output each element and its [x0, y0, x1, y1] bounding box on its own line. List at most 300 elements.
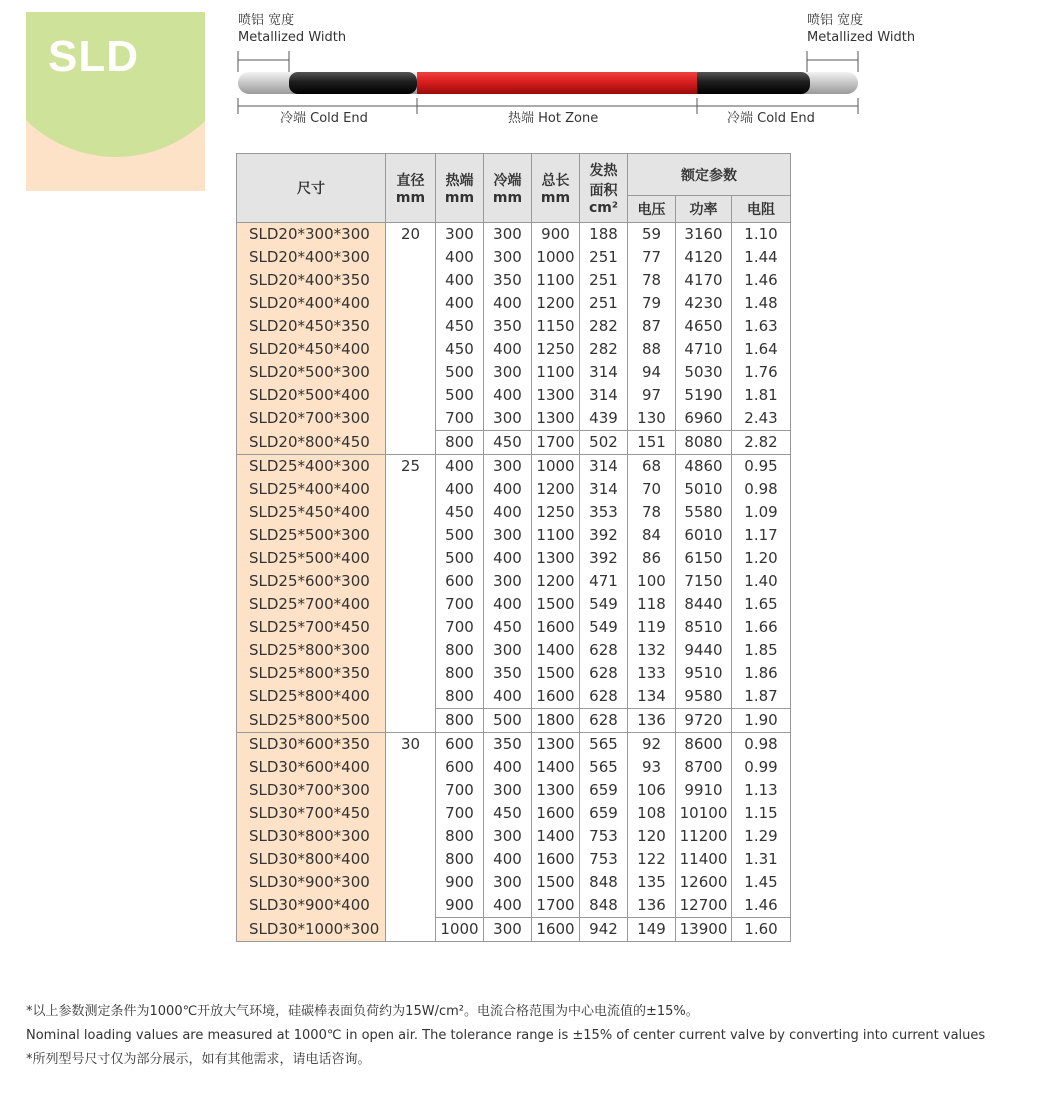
hot-length-cell: 400: [436, 246, 484, 269]
power-cell: 11400: [676, 848, 732, 871]
header-hot: 热端 mm: [436, 154, 484, 223]
total-length-cell: 1600: [532, 802, 580, 825]
total-length-cell: 900: [532, 223, 580, 247]
total-length-cell: 1500: [532, 662, 580, 685]
note-en: Nominal loading values are measured at 1000℃ in open air. The tolerance range is ±15% of center current valve by converting into current values: [26, 1028, 986, 1043]
hot-length-cell: 400: [436, 478, 484, 501]
power-cell: 4120: [676, 246, 732, 269]
resistance-cell: 1.85: [732, 639, 791, 662]
total-length-cell: 1800: [532, 709, 580, 733]
total-length-cell: 1150: [532, 315, 580, 338]
voltage-cell: 78: [628, 269, 676, 292]
power-cell: 4710: [676, 338, 732, 361]
resistance-cell: 1.13: [732, 779, 791, 802]
area-cell: 628: [580, 639, 628, 662]
hot-length-cell: 800: [436, 639, 484, 662]
cold-length-cell: 400: [484, 384, 532, 407]
total-length-cell: 1600: [532, 685, 580, 709]
resistance-cell: 1.31: [732, 848, 791, 871]
total-length-cell: 1300: [532, 779, 580, 802]
total-length-cell: 1500: [532, 871, 580, 894]
voltage-cell: 84: [628, 524, 676, 547]
cold-length-cell: 400: [484, 685, 532, 709]
size-cell: SLD30*1000*300: [237, 918, 386, 942]
area-cell: 628: [580, 709, 628, 733]
cold-length-cell: 300: [484, 246, 532, 269]
table-row: [237, 894, 791, 918]
total-length-cell: 1300: [532, 384, 580, 407]
diameter-cell: 20: [386, 223, 436, 455]
table-row: [237, 431, 791, 455]
header-cold: 冷端 mm: [484, 154, 532, 223]
size-cell: SLD20*800*450: [237, 431, 386, 455]
resistance-cell: 2.43: [732, 407, 791, 431]
area-cell: 549: [580, 593, 628, 616]
hot-zone-label: 热端 Hot Zone: [508, 111, 599, 126]
hot-length-cell: 450: [436, 315, 484, 338]
rod-hot-zone: [417, 72, 697, 94]
resistance-cell: 0.99: [732, 756, 791, 779]
resistance-cell: 1.63: [732, 315, 791, 338]
total-length-cell: 1250: [532, 338, 580, 361]
area-cell: 439: [580, 407, 628, 431]
size-cell: SLD20*300*300: [237, 223, 386, 247]
cold-length-cell: 300: [484, 223, 532, 247]
power-cell: 8700: [676, 756, 732, 779]
area-cell: 753: [580, 825, 628, 848]
table-row: [237, 918, 791, 942]
hot-length-cell: 450: [436, 338, 484, 361]
area-cell: 251: [580, 292, 628, 315]
voltage-cell: 97: [628, 384, 676, 407]
cold-length-cell: 300: [484, 455, 532, 479]
logo-text: SLD: [48, 32, 139, 81]
power-cell: 11200: [676, 825, 732, 848]
hot-length-cell: 700: [436, 802, 484, 825]
total-length-cell: 1250: [532, 501, 580, 524]
resistance-cell: 1.40: [732, 570, 791, 593]
area-cell: 753: [580, 848, 628, 871]
total-length-cell: 1300: [532, 407, 580, 431]
area-cell: 628: [580, 662, 628, 685]
area-cell: 353: [580, 501, 628, 524]
total-length-cell: 1100: [532, 269, 580, 292]
cold-length-cell: 350: [484, 662, 532, 685]
cold-length-cell: 300: [484, 361, 532, 384]
resistance-cell: 1.76: [732, 361, 791, 384]
cold-length-cell: 400: [484, 848, 532, 871]
power-cell: 6960: [676, 407, 732, 431]
header-voltage: 电压: [628, 196, 676, 223]
voltage-cell: 86: [628, 547, 676, 570]
table-row: [237, 756, 791, 779]
size-cell: SLD20*500*400: [237, 384, 386, 407]
table-row: [237, 501, 791, 524]
size-cell: SLD25*500*400: [237, 547, 386, 570]
resistance-cell: 1.65: [732, 593, 791, 616]
resistance-cell: 1.48: [732, 292, 791, 315]
total-length-cell: 1300: [532, 547, 580, 570]
resistance-cell: 1.87: [732, 685, 791, 709]
cold-length-cell: 400: [484, 756, 532, 779]
voltage-cell: 106: [628, 779, 676, 802]
header-rated: 额定参数: [628, 154, 791, 196]
total-length-cell: 1300: [532, 733, 580, 757]
voltage-cell: 108: [628, 802, 676, 825]
hot-length-cell: 600: [436, 733, 484, 757]
size-cell: SLD20*450*350: [237, 315, 386, 338]
voltage-cell: 120: [628, 825, 676, 848]
voltage-cell: 87: [628, 315, 676, 338]
hot-length-cell: 700: [436, 593, 484, 616]
table-row: [237, 455, 791, 479]
voltage-cell: 70: [628, 478, 676, 501]
table-row: [237, 848, 791, 871]
power-cell: 4170: [676, 269, 732, 292]
resistance-cell: 1.86: [732, 662, 791, 685]
power-cell: 5190: [676, 384, 732, 407]
resistance-cell: 1.46: [732, 894, 791, 918]
cold-length-cell: 300: [484, 779, 532, 802]
resistance-cell: 0.98: [732, 478, 791, 501]
area-cell: 848: [580, 894, 628, 918]
table-row: [237, 685, 791, 709]
cold-length-cell: 400: [484, 547, 532, 570]
total-length-cell: 1000: [532, 246, 580, 269]
table-row: [237, 616, 791, 639]
power-cell: 4230: [676, 292, 732, 315]
left-metallized-en: Metallized Width: [238, 30, 347, 45]
table-row: [237, 478, 791, 501]
power-cell: 9580: [676, 685, 732, 709]
table-row: [237, 361, 791, 384]
voltage-cell: 133: [628, 662, 676, 685]
resistance-cell: 1.46: [732, 269, 791, 292]
size-cell: SLD25*800*300: [237, 639, 386, 662]
total-length-cell: 1700: [532, 894, 580, 918]
cold-length-cell: 350: [484, 733, 532, 757]
table-row: [237, 338, 791, 361]
total-length-cell: 1200: [532, 570, 580, 593]
size-cell: SLD30*700*450: [237, 802, 386, 825]
area-cell: 659: [580, 779, 628, 802]
table-row: [237, 709, 791, 733]
voltage-cell: 77: [628, 246, 676, 269]
voltage-cell: 88: [628, 338, 676, 361]
rod-cold-end-right: [690, 72, 810, 94]
resistance-cell: 1.29: [732, 825, 791, 848]
power-cell: 7150: [676, 570, 732, 593]
size-cell: SLD20*400*300: [237, 246, 386, 269]
cold-length-cell: 350: [484, 269, 532, 292]
hot-length-cell: 400: [436, 292, 484, 315]
power-cell: 3160: [676, 223, 732, 247]
voltage-cell: 59: [628, 223, 676, 247]
cold-end-right-label: 冷端 Cold End: [727, 111, 815, 126]
size-cell: SLD25*700*450: [237, 616, 386, 639]
voltage-cell: 132: [628, 639, 676, 662]
hot-length-cell: 800: [436, 709, 484, 733]
voltage-cell: 136: [628, 894, 676, 918]
total-length-cell: 1100: [532, 361, 580, 384]
power-cell: 8080: [676, 431, 732, 455]
hot-length-cell: 500: [436, 384, 484, 407]
table-row: [237, 269, 791, 292]
cold-length-cell: 300: [484, 825, 532, 848]
size-cell: SLD25*800*350: [237, 662, 386, 685]
power-cell: 5030: [676, 361, 732, 384]
cold-length-cell: 400: [484, 292, 532, 315]
voltage-cell: 118: [628, 593, 676, 616]
table-row: [237, 662, 791, 685]
area-cell: 188: [580, 223, 628, 247]
power-cell: 5010: [676, 478, 732, 501]
cold-length-cell: 300: [484, 871, 532, 894]
size-cell: SLD30*800*300: [237, 825, 386, 848]
cold-length-cell: 300: [484, 639, 532, 662]
note-cn-1: *以上参数测定条件为1000℃开放大气环境，硅碳棒表面负荷约为15W/cm²。电流合格范围为中心电流值的±15%。: [26, 1004, 699, 1019]
hot-length-cell: 700: [436, 779, 484, 802]
resistance-cell: 0.98: [732, 733, 791, 757]
total-length-cell: 1100: [532, 524, 580, 547]
cold-length-cell: 400: [484, 501, 532, 524]
cold-length-cell: 300: [484, 407, 532, 431]
power-cell: 9440: [676, 639, 732, 662]
table-row: [237, 802, 791, 825]
resistance-cell: 1.60: [732, 918, 791, 942]
table-row: [237, 315, 791, 338]
area-cell: 659: [580, 802, 628, 825]
cold-length-cell: 400: [484, 338, 532, 361]
power-cell: 4860: [676, 455, 732, 479]
total-length-cell: 1600: [532, 918, 580, 942]
power-cell: 9510: [676, 662, 732, 685]
size-cell: SLD30*600*350: [237, 733, 386, 757]
voltage-cell: 134: [628, 685, 676, 709]
hot-length-cell: 500: [436, 524, 484, 547]
table-row: [237, 593, 791, 616]
table-row: [237, 733, 791, 757]
area-cell: 392: [580, 547, 628, 570]
hot-length-cell: 800: [436, 848, 484, 871]
power-cell: 8440: [676, 593, 732, 616]
hot-length-cell: 500: [436, 361, 484, 384]
area-cell: 251: [580, 246, 628, 269]
voltage-cell: 93: [628, 756, 676, 779]
power-cell: 5580: [676, 501, 732, 524]
resistance-cell: 1.10: [732, 223, 791, 247]
total-length-cell: 1600: [532, 616, 580, 639]
voltage-cell: 119: [628, 616, 676, 639]
hot-length-cell: 400: [436, 269, 484, 292]
hot-length-cell: 400: [436, 455, 484, 479]
hot-length-cell: 1000: [436, 918, 484, 942]
size-cell: SLD25*400*300: [237, 455, 386, 479]
cold-length-cell: 500: [484, 709, 532, 733]
diameter-cell: 25: [386, 455, 436, 733]
table-row: [237, 639, 791, 662]
resistance-cell: 2.82: [732, 431, 791, 455]
hot-length-cell: 900: [436, 871, 484, 894]
voltage-cell: 122: [628, 848, 676, 871]
size-cell: SLD20*500*300: [237, 361, 386, 384]
note-cn-2: *所列型号尺寸仅为部分展示，如有其他需求，请电话咨询。: [26, 1052, 371, 1067]
cold-length-cell: 450: [484, 616, 532, 639]
resistance-cell: 1.90: [732, 709, 791, 733]
hot-length-cell: 800: [436, 662, 484, 685]
power-cell: 4650: [676, 315, 732, 338]
header-size: 尺寸: [237, 154, 386, 223]
spec-table: [236, 153, 791, 942]
voltage-cell: 94: [628, 361, 676, 384]
size-cell: SLD25*800*400: [237, 685, 386, 709]
area-cell: 282: [580, 338, 628, 361]
footnotes: [26, 1000, 985, 1072]
area-cell: 549: [580, 616, 628, 639]
size-cell: SLD30*600*400: [237, 756, 386, 779]
cold-length-cell: 300: [484, 524, 532, 547]
size-cell: SLD25*500*300: [237, 524, 386, 547]
area-cell: 502: [580, 431, 628, 455]
power-cell: 12700: [676, 894, 732, 918]
cold-length-cell: 350: [484, 315, 532, 338]
cold-length-cell: 450: [484, 802, 532, 825]
size-cell: SLD20*400*350: [237, 269, 386, 292]
hot-length-cell: 900: [436, 894, 484, 918]
voltage-cell: 130: [628, 407, 676, 431]
resistance-cell: 1.64: [732, 338, 791, 361]
table-row: [237, 384, 791, 407]
size-cell: SLD25*600*300: [237, 570, 386, 593]
table-row: [237, 407, 791, 431]
size-cell: SLD20*450*400: [237, 338, 386, 361]
size-cell: SLD20*400*400: [237, 292, 386, 315]
voltage-cell: 136: [628, 709, 676, 733]
total-length-cell: 1200: [532, 292, 580, 315]
table-row: [237, 871, 791, 894]
size-cell: SLD30*900*300: [237, 871, 386, 894]
size-cell: SLD20*700*300: [237, 407, 386, 431]
header-power: 功率: [676, 196, 732, 223]
size-cell: SLD30*800*400: [237, 848, 386, 871]
area-cell: 565: [580, 756, 628, 779]
area-cell: 471: [580, 570, 628, 593]
power-cell: 9720: [676, 709, 732, 733]
area-cell: 314: [580, 455, 628, 479]
voltage-cell: 151: [628, 431, 676, 455]
power-cell: 9910: [676, 779, 732, 802]
power-cell: 10100: [676, 802, 732, 825]
cold-length-cell: 400: [484, 593, 532, 616]
total-length-cell: 1400: [532, 756, 580, 779]
spec-table-body: [237, 223, 791, 942]
power-cell: 13900: [676, 918, 732, 942]
voltage-cell: 68: [628, 455, 676, 479]
total-length-cell: 1500: [532, 593, 580, 616]
total-length-cell: 1400: [532, 639, 580, 662]
table-row: [237, 292, 791, 315]
hot-length-cell: 800: [436, 431, 484, 455]
right-metallized-en: Metallized Width: [807, 30, 916, 45]
area-cell: 251: [580, 269, 628, 292]
hot-length-cell: 450: [436, 501, 484, 524]
area-cell: 628: [580, 685, 628, 709]
size-cell: SLD30*900*400: [237, 894, 386, 918]
resistance-cell: 1.44: [732, 246, 791, 269]
resistance-cell: 1.45: [732, 871, 791, 894]
cold-length-cell: 300: [484, 570, 532, 593]
hot-length-cell: 500: [436, 547, 484, 570]
hot-length-cell: 800: [436, 685, 484, 709]
table-row: [237, 223, 791, 247]
power-cell: 8600: [676, 733, 732, 757]
total-length-cell: 1000: [532, 455, 580, 479]
size-cell: SLD25*400*400: [237, 478, 386, 501]
table-row: [237, 547, 791, 570]
voltage-cell: 78: [628, 501, 676, 524]
area-cell: 392: [580, 524, 628, 547]
voltage-cell: 100: [628, 570, 676, 593]
header-area: 发热 面积 cm²: [580, 154, 628, 223]
resistance-cell: 1.15: [732, 802, 791, 825]
hot-length-cell: 700: [436, 616, 484, 639]
table-row: [237, 524, 791, 547]
area-cell: 848: [580, 871, 628, 894]
total-length-cell: 1600: [532, 848, 580, 871]
total-length-cell: 1200: [532, 478, 580, 501]
hot-length-cell: 700: [436, 407, 484, 431]
table-row: [237, 246, 791, 269]
table-row: [237, 779, 791, 802]
cold-length-cell: 450: [484, 431, 532, 455]
area-cell: 314: [580, 384, 628, 407]
header-diameter: 直径 mm: [386, 154, 436, 223]
hot-length-cell: 300: [436, 223, 484, 247]
area-cell: 565: [580, 733, 628, 757]
area-cell: 314: [580, 478, 628, 501]
hot-length-cell: 600: [436, 570, 484, 593]
voltage-cell: 92: [628, 733, 676, 757]
size-cell: SLD25*800*500: [237, 709, 386, 733]
right-metallized-cn: 喷铝 宽度: [807, 13, 864, 28]
cold-length-cell: 400: [484, 894, 532, 918]
resistance-cell: 1.20: [732, 547, 791, 570]
resistance-cell: 1.66: [732, 616, 791, 639]
cold-length-cell: 400: [484, 478, 532, 501]
power-cell: 6010: [676, 524, 732, 547]
area-cell: 942: [580, 918, 628, 942]
total-length-cell: 1700: [532, 431, 580, 455]
resistance-cell: 1.09: [732, 501, 791, 524]
left-metallized-cn: 喷铝 宽度: [238, 13, 295, 28]
header-resistance: 电阻: [732, 196, 791, 223]
voltage-cell: 149: [628, 918, 676, 942]
size-cell: SLD25*450*400: [237, 501, 386, 524]
diameter-cell: 30: [386, 733, 436, 942]
table-row: [237, 570, 791, 593]
hot-length-cell: 600: [436, 756, 484, 779]
power-cell: 6150: [676, 547, 732, 570]
voltage-cell: 79: [628, 292, 676, 315]
power-cell: 12600: [676, 871, 732, 894]
cold-length-cell: 300: [484, 918, 532, 942]
hot-length-cell: 800: [436, 825, 484, 848]
power-cell: 8510: [676, 616, 732, 639]
table-row: [237, 825, 791, 848]
resistance-cell: 0.95: [732, 455, 791, 479]
size-cell: SLD30*700*300: [237, 779, 386, 802]
area-cell: 282: [580, 315, 628, 338]
